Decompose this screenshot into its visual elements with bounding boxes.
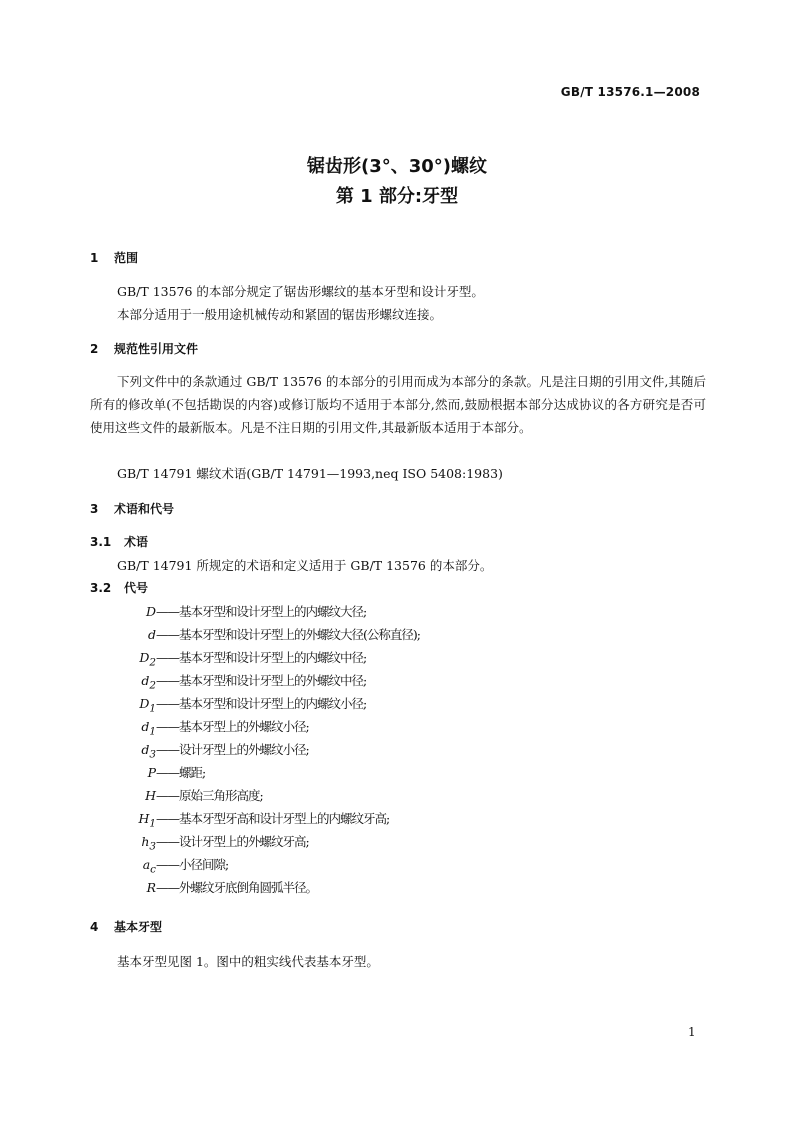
document-title-line1: 锯齿形(3°、30°)螺纹: [306, 156, 488, 177]
symbol-description: ——原始三角形高度;: [156, 788, 263, 803]
section-1-heading: [90, 249, 138, 266]
symbol-description: ——基本牙型牙高和设计牙型上的内螺纹牙高;: [156, 811, 390, 826]
symbol-description: ——基本牙型和设计牙型上的内螺纹中径;: [156, 650, 367, 665]
page-number: 1: [688, 1025, 696, 1039]
subsection-number: 3.1: [90, 535, 112, 549]
normative-reference: GB/T 14791 螺纹术语(GB/T 14791—1993,neq ISO 5408:1983): [117, 466, 503, 481]
symbol-subscript: 1: [149, 725, 156, 738]
section-title: 基本牙型: [114, 920, 163, 934]
symbol: R: [146, 880, 156, 895]
section-4-heading: [90, 918, 162, 935]
subsection-3-1-heading: [90, 533, 148, 550]
section-title: 规范性引用文件: [114, 342, 199, 356]
section-1-paragraph-1: GB/T 13576 的本部分规定了锯齿形螺纹的基本牙型和设计牙型。: [117, 284, 484, 299]
symbol-item: [106, 786, 263, 807]
symbol-description: ——基本牙型和设计牙型上的内螺纹小径;: [156, 696, 367, 711]
section-title: 术语和代号: [114, 502, 175, 516]
symbol-item: [106, 763, 205, 784]
section-number: 4: [90, 920, 99, 934]
section-title: 范围: [114, 251, 139, 265]
symbol: D: [145, 604, 156, 619]
symbol-description: ——螺距;: [156, 765, 206, 780]
symbol: a: [142, 857, 151, 872]
section-number: 1: [90, 251, 99, 265]
symbol-subscript: 3: [149, 748, 156, 761]
symbol-subscript: 2: [149, 656, 156, 669]
symbol-description: ——基本牙型和设计牙型上的外螺纹大径(公称直径);: [156, 627, 420, 642]
symbol-subscript: 2: [149, 679, 156, 692]
symbol-subscript: 1: [149, 702, 156, 715]
symbol-item: [106, 832, 309, 853]
symbol-description: ——基本牙型上的外螺纹小径;: [156, 719, 309, 734]
symbol: d: [141, 719, 150, 734]
section-2-paragraph: 下列文件中的条款通过 GB/T 13576 的本部分的引用而成为本部分的条款。凡是注日期的引用文件,其随后所有的修改单(不包括勘误的内容)或修订版均不适用于本部分,然而,鼓励根据本部分达成协议的各方研究是否可使用这些文件的最新版本。凡是不注日期的引用文件,其最新版本适用于本部分。: [90, 374, 706, 435]
symbol-subscript: 3: [149, 840, 156, 853]
symbol: H: [138, 811, 150, 826]
symbol-item: [106, 740, 309, 761]
subsection-3-2-heading: [90, 579, 148, 596]
symbol-item: [106, 717, 309, 738]
symbol-description: ——基本牙型和设计牙型上的内螺纹大径;: [156, 604, 367, 619]
symbol: d: [141, 742, 150, 757]
symbol-item: [106, 602, 366, 623]
symbol: h: [141, 834, 150, 849]
symbol: D: [139, 696, 150, 711]
symbol-item: [106, 625, 420, 646]
section-number: 2: [90, 342, 99, 356]
section-1-paragraph-2: 本部分适用于一般用途机械传动和紧固的锯齿形螺纹连接。: [117, 307, 443, 322]
symbol-description: ——基本牙型和设计牙型上的外螺纹中径;: [156, 673, 367, 688]
symbol: P: [147, 765, 156, 780]
standard-number: GB/T 13576.1—2008: [560, 85, 700, 99]
symbol-subscript: c: [150, 863, 156, 876]
subsection-number: 3.2: [90, 581, 112, 595]
section-number: 3: [90, 502, 99, 516]
section-2-heading: [90, 340, 198, 357]
symbol-subscript: 1: [149, 817, 156, 830]
symbol-item: [106, 671, 366, 692]
symbol-description: ——外螺纹牙底倒角圆弧半径。: [156, 880, 318, 895]
section-4-paragraph: 基本牙型见图 1。图中的粗实线代表基本牙型。: [117, 954, 379, 969]
subsection-title: 术语: [124, 535, 149, 549]
symbol: d: [141, 673, 150, 688]
subsection-3-1-paragraph: GB/T 14791 所规定的术语和定义适用于 GB/T 13576 的本部分。: [117, 558, 493, 573]
symbol-description: ——设计牙型上的外螺纹小径;: [156, 742, 309, 757]
symbol-item: [106, 878, 317, 899]
symbol-description: ——设计牙型上的外螺纹牙高;: [156, 834, 309, 849]
symbol-item: [106, 855, 228, 876]
symbol-description: ——小径间隙;: [156, 857, 229, 872]
symbol: d: [147, 627, 156, 642]
section-3-heading: [90, 500, 174, 517]
subsection-title: 代号: [124, 581, 149, 595]
symbol: D: [139, 650, 150, 665]
symbol: H: [145, 788, 156, 803]
symbol-item: [106, 648, 366, 669]
document-title-line2: 第 1 部分:牙型: [335, 186, 459, 207]
symbol-item: [106, 809, 389, 830]
symbol-item: [106, 694, 366, 715]
